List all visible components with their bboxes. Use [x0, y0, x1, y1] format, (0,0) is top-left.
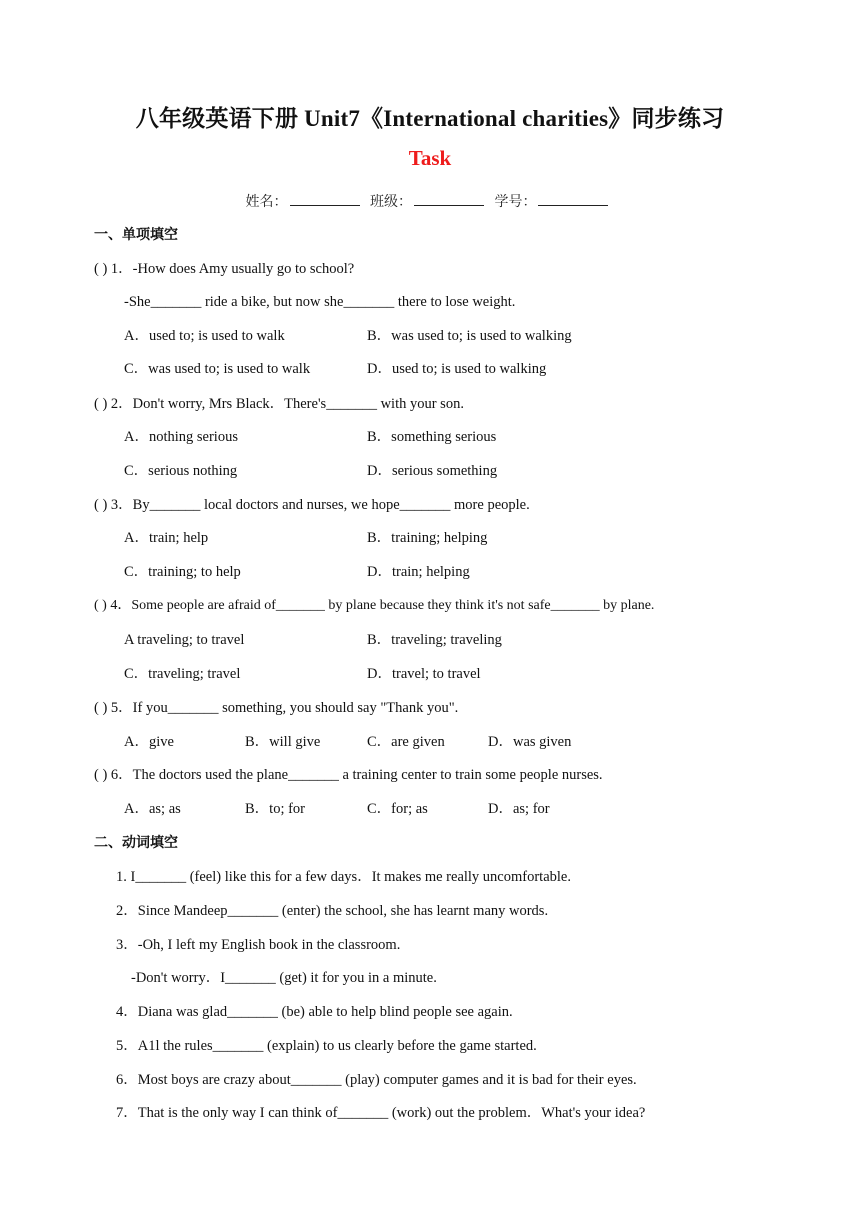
question-5-option-c[interactable]: C．are given: [367, 734, 445, 750]
question-2-stem: ( ) 2．Don't worry, Mrs Black．There's_______ with your son.: [94, 396, 464, 412]
question-3-stem: ( ) 3．By_______ local doctors and nurses, we hope_______ more people.: [94, 497, 530, 513]
name-blank[interactable]: [290, 193, 360, 206]
question-6-stem: ( ) 6．The doctors used the plane_______ a training center to train some people nurses.: [94, 767, 603, 783]
fill-item-3: 3．-Oh, I left my English book in the classroom.: [116, 937, 401, 953]
question-3-option-a[interactable]: A．train; help: [124, 530, 209, 546]
section-heading-verb-fill: 二、动词填空: [94, 835, 178, 851]
student-info-line: [0, 191, 860, 211]
question-4-option-a[interactable]: A traveling; to travel: [124, 632, 245, 648]
question-2-option-b[interactable]: B．something serious: [367, 429, 497, 445]
question-5-stem: ( ) 5．If you_______ something, you should say "Thank you".: [94, 700, 459, 716]
section-heading-multiple-choice: 一、单项填空: [94, 227, 178, 243]
question-1-stem: ( ) 1．-How does Amy usually go to school?: [94, 261, 355, 277]
question-5-option-a[interactable]: A．give: [124, 734, 174, 750]
page-title: 八年级英语下册 Unit7《International charities》同步练习: [135, 106, 725, 131]
question-1-stem-continued: -She_______ ride a bike, but now she_______ there to lose weight.: [124, 294, 516, 310]
question-6-option-a[interactable]: A．as; as: [124, 801, 181, 817]
question-4-option-d[interactable]: D．travel; to travel: [367, 666, 481, 682]
fill-item-5: 5．A1l the rules_______ (explain) to us clearly before the game started.: [116, 1038, 537, 1054]
class-blank[interactable]: [414, 193, 484, 206]
fill-item-7: 7．That is the only way I can think of_______ (work) out the problem．What's your idea?: [116, 1105, 646, 1121]
name-label: 姓名：: [245, 194, 288, 210]
question-6-option-b[interactable]: B．to; for: [245, 801, 306, 817]
question-4-stem: ( ) 4．Some people are afraid of_______ by plane because they think it's not safe_______ by plane.: [94, 598, 655, 613]
question-6-option-d[interactable]: D．as; for: [488, 801, 550, 817]
question-3-option-c[interactable]: C．training; to help: [124, 564, 241, 580]
class-label: 班级：: [370, 194, 412, 210]
question-5-option-b[interactable]: B．will give: [245, 734, 321, 750]
fill-item-6: 6．Most boys are crazy about_______ (play) computer games and it is bad for their eyes.: [116, 1072, 637, 1088]
question-2-option-a[interactable]: A．nothing serious: [124, 429, 238, 445]
question-3-option-d[interactable]: D．train; helping: [367, 564, 470, 580]
question-3-option-b[interactable]: B．training; helping: [367, 530, 488, 546]
question-2-option-d[interactable]: D．serious something: [367, 463, 498, 479]
question-1-option-d[interactable]: D．used to; is used to walking: [367, 361, 547, 377]
fill-item-1: 1. I_______ (feel) like this for a few days．It makes me really uncomfortable.: [116, 869, 571, 885]
number-blank[interactable]: [538, 193, 608, 206]
number-label: 学号：: [494, 194, 537, 210]
question-1-option-c[interactable]: C．was used to; is used to walk: [124, 361, 311, 377]
question-6-option-c[interactable]: C．for; as: [367, 801, 428, 817]
question-4-option-b[interactable]: B．traveling; traveling: [367, 632, 502, 648]
page-subtitle: Task: [408, 146, 452, 170]
question-5-option-d[interactable]: D．was given: [488, 734, 572, 750]
question-2-option-c[interactable]: C．serious nothing: [124, 463, 238, 479]
question-1-option-a[interactable]: A．used to; is used to walk: [124, 328, 285, 344]
fill-item-4: 4．Diana was glad_______ (be) able to help blind people see again.: [116, 1004, 513, 1020]
fill-item-2: 2．Since Mandeep_______ (enter) the school, she has learnt many words.: [116, 903, 549, 919]
question-1-option-b[interactable]: B．was used to; is used to walking: [367, 328, 572, 344]
fill-item-3-continued: -Don't worry．I_______ (get) it for you in a minute.: [131, 970, 437, 986]
question-4-option-c[interactable]: C．traveling; travel: [124, 666, 241, 682]
